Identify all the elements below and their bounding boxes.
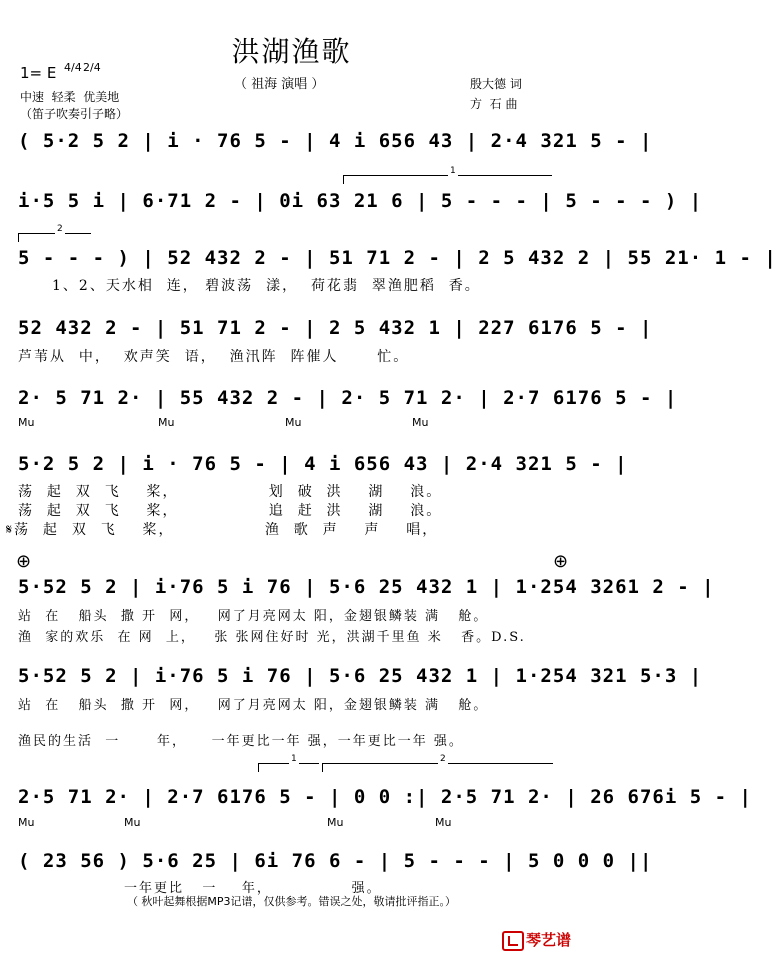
score-row-7: 5·52 5 2 | i·76 5 i 76 | 5·6 25 432 1 | 1·254 3261 2 - | xyxy=(18,576,715,598)
score-row-6: 5·2 5 2 | i · 76 5 - | 4 i 656 43 | 2·4 321 5 - | xyxy=(18,453,628,475)
score-row-4: 52 432 2 - | 51 71 2 - | 2 5 432 1 | 227 6176 5 - | xyxy=(18,317,653,339)
lyrics-row-4: 芦苇从 中， 欢声笑 语， 渔汛阵 阵催人 忙。 xyxy=(18,349,410,365)
score-row-9: 2·5 71 2· | 2·7 6176 5 - | 0 0 :| 2·5 71 2· | 26 676i 5 - | xyxy=(18,786,752,808)
lyrics-row-7-v2: 渔 家的欢乐 在 网 上， 张 张网住好时 光，洪湖千里鱼 米 香。D.S. xyxy=(18,630,526,645)
volta-bracket-1: 1 xyxy=(258,763,319,772)
lyrics-row-3: 1、2、天水相 连， 碧波荡 漾， 荷花翡 翠渔肥稻 香。 xyxy=(52,278,481,294)
site-watermark: 琴艺谱 xyxy=(502,929,571,951)
singer-subtitle: （ 祖海 演唱 ） xyxy=(234,77,325,92)
intro-note: （笛子吹奏引子略） xyxy=(20,107,129,121)
lyrics-row-6-v2: 荡 起 双 飞 桨， 追 赶 洪 湖 浪。 xyxy=(18,503,443,519)
lyrics-row-6-v1: 荡 起 双 飞 桨， 划 破 洪 湖 浪。 xyxy=(18,484,443,500)
lyrics-row-7-v1: 站 在 船头 撒 开 网， 网了月亮网太 阳，金翅银鳞装 满 舱。 xyxy=(18,609,489,624)
lyrics-row-6-v3: 𝄋荡 起 双 飞 桨， 渔 歌 声 声 唱， xyxy=(6,522,439,538)
key-signature: 1= E xyxy=(20,64,57,82)
lyrics-row-8-v2: 渔民的生活 一 年， 一年更比一年 强，一年更比一年 强。 xyxy=(18,734,464,749)
lyrics-row-10: 一年更比 一 年， 强。 xyxy=(124,881,382,896)
mu-label: Mu xyxy=(327,816,344,829)
mu-label: Mu xyxy=(412,416,429,429)
score-row-8: 5·52 5 2 | i·76 5 i 76 | 5·6 25 432 1 | 1·254 321 5·3 | xyxy=(18,665,703,687)
composer: 方 石 曲 xyxy=(470,97,518,111)
volta-bracket-2: 2 xyxy=(18,233,91,242)
song-title: 洪湖渔歌 xyxy=(231,35,352,68)
coda-sign-icon: ⊕ xyxy=(16,551,32,572)
mu-label: Mu xyxy=(158,416,175,429)
score-row-3: 5 - - - ) | 52 432 2 - | 51 71 2 - | 2 5 432 2 | 55 21· 1 - | xyxy=(18,247,777,269)
lyrics-row-8-v1: 站 在 船头 撒 开 网， 网了月亮网太 阳，金翅银鳞装 满 舱。 xyxy=(18,698,489,713)
mu-label: Mu xyxy=(124,816,141,829)
score-row-10: ( 23 56 ) 5·6 25 | 6i 76 6 - | 5 - - - | 5 0 0 0 || xyxy=(18,850,653,872)
volta-bracket-1: 1 xyxy=(343,175,552,184)
lyricist: 殷大德 词 xyxy=(470,77,522,91)
mu-label: Mu xyxy=(285,416,302,429)
tempo-marking: 中速 轻柔 优美地 xyxy=(20,90,120,104)
mu-label: Mu xyxy=(435,816,452,829)
coda-sign-icon: ⊕ xyxy=(553,551,569,572)
time-signature-b: 2/4 xyxy=(83,61,101,74)
logo-icon xyxy=(502,931,524,951)
score-row-5: 2· 5 71 2· | 55 432 2 - | 2· 5 71 2· | 2·7 6176 5 - | xyxy=(18,387,678,409)
score-row-1: ( 5·2 5 2 | i · 76 5 - | 4 i 656 43 | 2·4 321 5 - | xyxy=(18,130,653,152)
time-signature-a: 4/4 xyxy=(64,61,82,74)
mu-label: Mu xyxy=(18,816,35,829)
score-row-2: i·5 5 i | 6·71 2 - | 0i 63 21 6 | 5 - - - | 5 - - - ) | xyxy=(18,190,703,212)
transcription-footnote: （ 秋叶起舞根据MP3记谱，仅供参考。错误之处，敬请批评指正。） xyxy=(126,895,457,908)
volta-bracket-2: 2 xyxy=(322,763,553,772)
mu-label: Mu xyxy=(18,416,35,429)
